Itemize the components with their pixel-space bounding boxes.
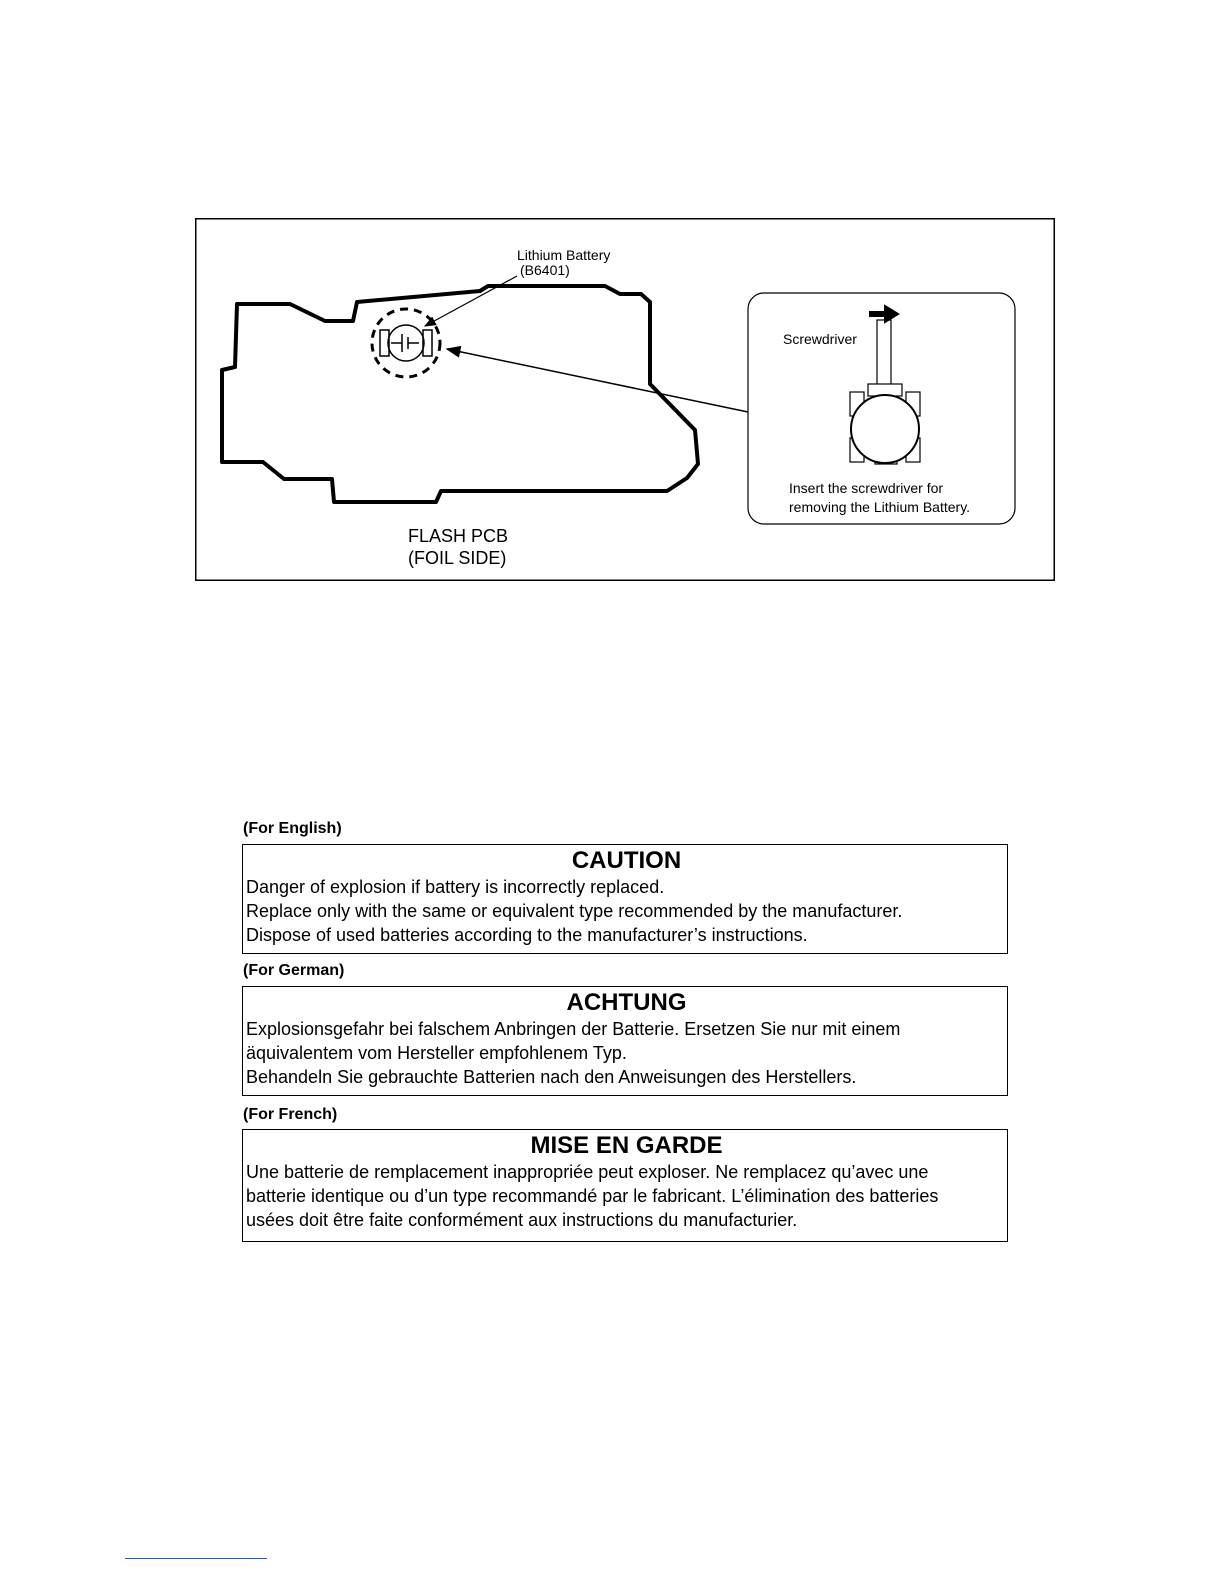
- mise-en-garde-line: batterie identique ou d’un type recommandé par le fabricant. L’élimination des batteries: [246, 1186, 939, 1206]
- caution-line: Dispose of used batteries according to the manufacturer’s instructions.: [246, 925, 808, 945]
- screwdriver-label: Screwdriver: [783, 331, 857, 347]
- caution-box-german: [242, 986, 1008, 1096]
- caution-box-english: [242, 844, 1008, 954]
- caution-line: Replace only with the same or equivalent type recommended by the manufacturer.: [246, 901, 903, 921]
- mise-en-garde-line: Une batterie de remplacement inappropriée peut exploser. Ne remplacez qu’avec une: [246, 1162, 929, 1182]
- detail-caption-line2: removing the Lithium Battery.: [789, 499, 971, 515]
- achtung-line: Behandeln Sie gebrauchte Batterien nach den Anweisungen des Herstellers.: [246, 1067, 857, 1087]
- battery-leader-line: [425, 276, 517, 326]
- battery-location-figure: [195, 218, 1055, 581]
- battery-symbol: [372, 309, 440, 377]
- achtung-title: ACHTUNG: [566, 989, 687, 1016]
- caution-title: CAUTION: [571, 847, 682, 874]
- pcb-outline: [222, 286, 698, 502]
- achtung-line: Explosionsgefahr bei falschem Anbringen der Batterie. Ersetzen Sie nur mit einem: [246, 1019, 901, 1039]
- pcb-diagram: [195, 218, 1055, 581]
- battery-holder-detail: [850, 384, 920, 464]
- footer-rule: [125, 1558, 267, 1559]
- german-label: (For German): [243, 962, 345, 979]
- battery-label: Lithium Battery: [517, 247, 611, 263]
- caution-line: Danger of explosion if battery is incorrectly replaced.: [246, 877, 665, 897]
- pcb-name: FLASH PCB: [408, 526, 509, 546]
- english-label: (For English): [243, 820, 342, 837]
- battery-ref: (B6401): [520, 262, 570, 278]
- mise-en-garde-title: MISE EN GARDE: [530, 1132, 723, 1159]
- detail-pointer-arrow: [447, 349, 748, 412]
- french-label: (For French): [243, 1106, 338, 1123]
- mise-en-garde-line: usées doit être faite conformément aux instructions du manufacturier.: [246, 1210, 798, 1230]
- achtung-line: äquivalentem vom Hersteller empfohlenem Typ.: [246, 1043, 627, 1063]
- detail-caption-line1: Insert the screwdriver for: [789, 480, 944, 496]
- pcb-side: (FOIL SIDE): [408, 548, 507, 568]
- caution-box-french: [242, 1129, 1008, 1242]
